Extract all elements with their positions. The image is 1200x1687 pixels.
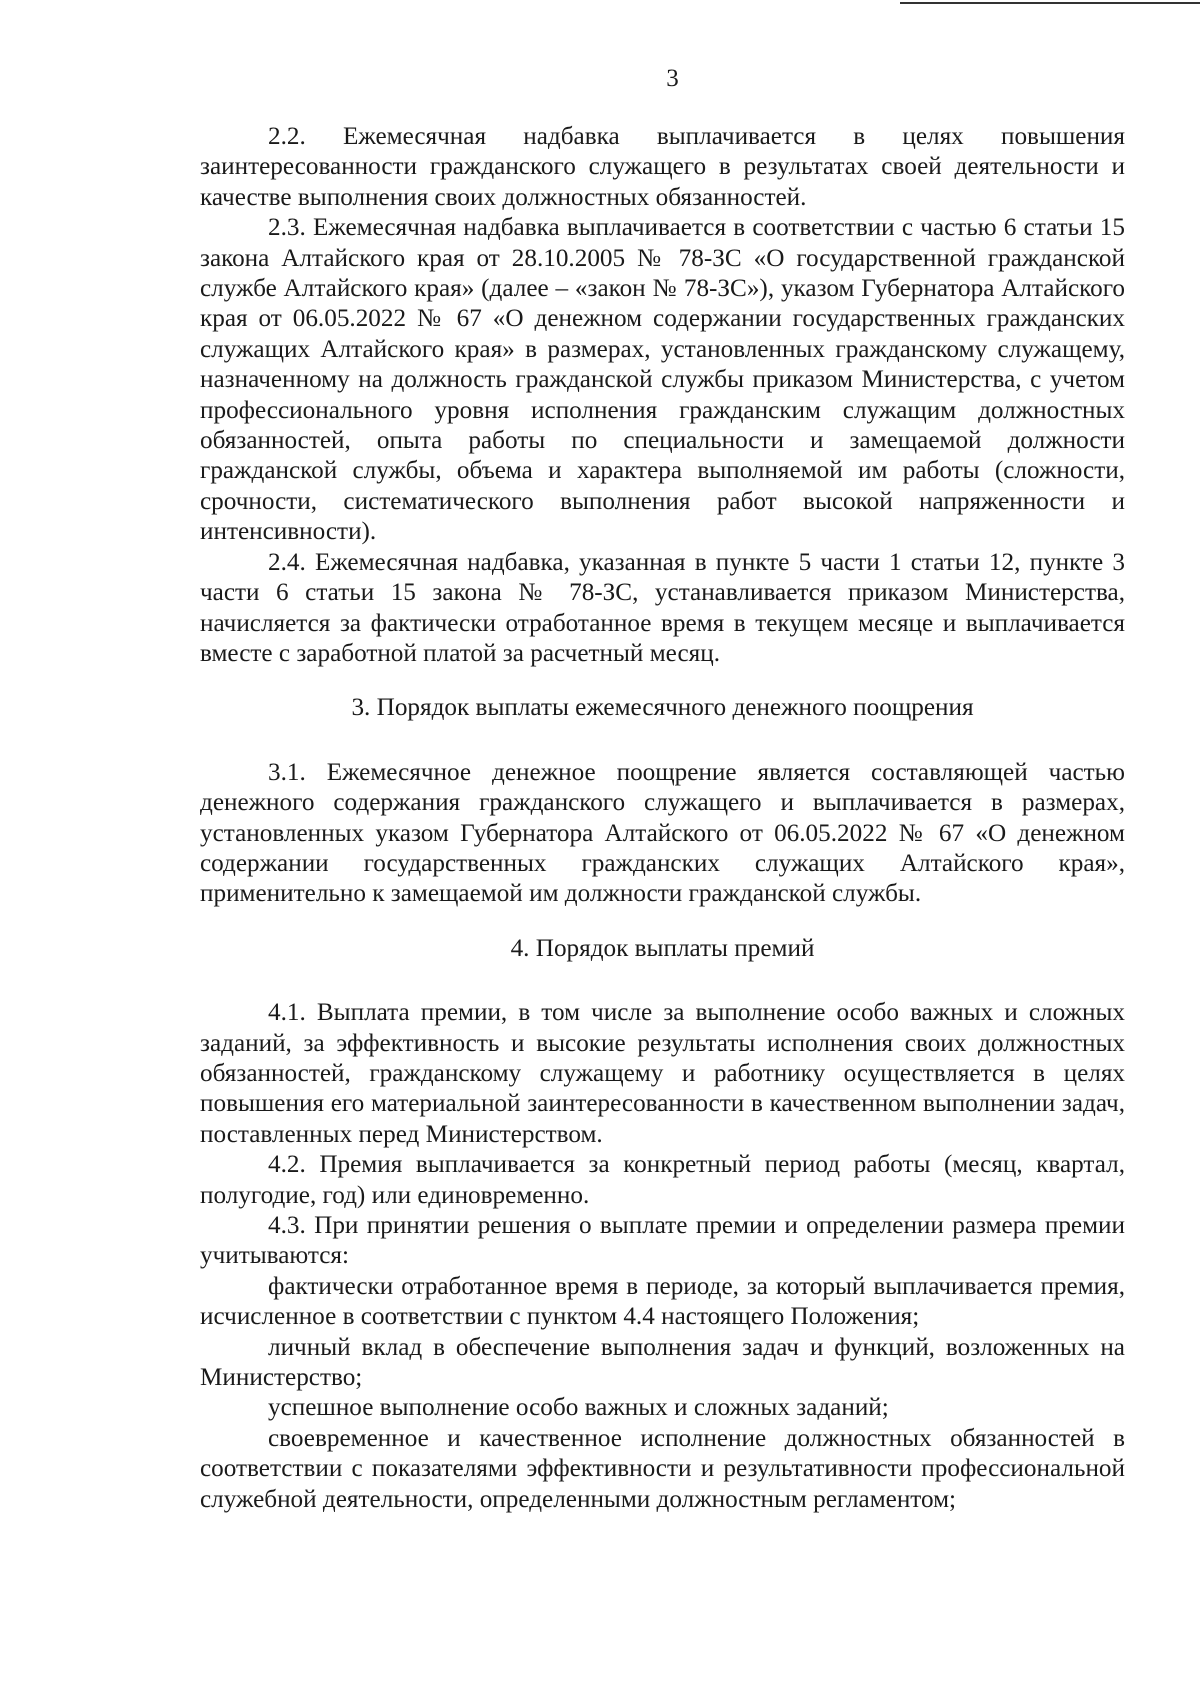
list-item-time-worked: фактически отработанное время в периоде, за который выплачивается премия, исчисленное в соответствии с пунктом 4.4 настоящего Положения; — [200, 1272, 1125, 1331]
paragraph-3-1: 3.1. Ежемесячное денежное поощрение является составляющей частью денежного содержания гражданского служащего и выплачивается в размерах, установленных указом Губернатора Алтайского от 06.05.2022 № 67 «О денежном содержании государственных гражданских служащих Алтайского края», применительно к замещаемой им должности гражданской службы. — [200, 758, 1125, 908]
document-page — [200, 64, 1125, 1515]
paragraph-4-1: 4.1. Выплата премии, в том числе за выполнение особо важных и сложных заданий, за эффективность и высокие результаты исполнения своих должностных обязанностей, гражданскому служащему и работнику осуществляется в целях повышения его материальной заинтересованности в качественном выполнении задач, поставленных перед Министерством. — [200, 999, 1125, 1148]
list-item-personal-contribution: личный вклад в обеспечение выполнения задач и функций, возложенных на Министерство; — [200, 1333, 1125, 1392]
page-number: 3 — [666, 65, 679, 92]
list-item-important-tasks: успешное выполнение особо важных и сложных заданий; — [268, 1394, 889, 1422]
paragraph-2-3: 2.3. Ежемесячная надбавка выплачивается в соответствии с частью 6 статьи 15 закона Алтайского края от 28.10.2005 № 78-ЗС «О государственной гражданской службе Алтайского края» (далее – «закон № 78-ЗС»), указом Губернатора Алтайского края от 06.05.2022 № 67 «О денежном содержании государственных гражданских служащих Алтайского края» в размерах, установленных гражданскому служащему, назначенному на должность гражданской службы приказом Министерства, с учетом профессионального уровня исполнения гражданским служащим должностных обязанностей, опыта работы по специальности и замещаемой должности гражданской службы, объема и характера выполняемой им работы (сложности, срочности, систематического выполнения работ высокой напряженности и интенсивности). — [200, 214, 1125, 546]
list-item-duties-performance: своевременное и качественное исполнение должностных обязанностей в соответствии с показателями эффективности и результативности профессиональной служебной деятельности, определенными должностным регламентом; — [200, 1424, 1125, 1513]
section-4-heading: 4. Порядок выплаты премий — [510, 934, 815, 962]
top-rule — [900, 2, 1200, 4]
section-2 — [200, 122, 1125, 669]
section-3-heading: 3. Порядок выплаты ежемесячного денежного поощрения — [351, 694, 974, 722]
paragraph-2-4: 2.4. Ежемесячная надбавка, указанная в пункте 5 части 1 статьи 12, пункте 3 части 6 статьи 15 закона № 78-ЗС, устанавливается приказом Министерства, начисляется за фактически отработанное время в текущем месяце и выплачивается вместе с заработной платой за расчетный месяц. — [200, 548, 1125, 667]
section-4 — [200, 934, 1125, 1515]
paragraph-4-2: 4.2. Премия выплачивается за конкретный период работы (месяц, квартал, полугодие, год) или единовременно. — [200, 1151, 1125, 1209]
paragraph-4-3: 4.3. При принятии решения о выплате премии и определении размера премии учитываются: — [200, 1212, 1125, 1270]
section-3 — [200, 693, 1125, 909]
paragraph-2-2: 2.2. Ежемесячная надбавка выплачивается в целях повышения заинтересованности гражданского служащего в результатах своей деятельности и качестве выполнения своих должностных обязанностей. — [200, 123, 1125, 211]
